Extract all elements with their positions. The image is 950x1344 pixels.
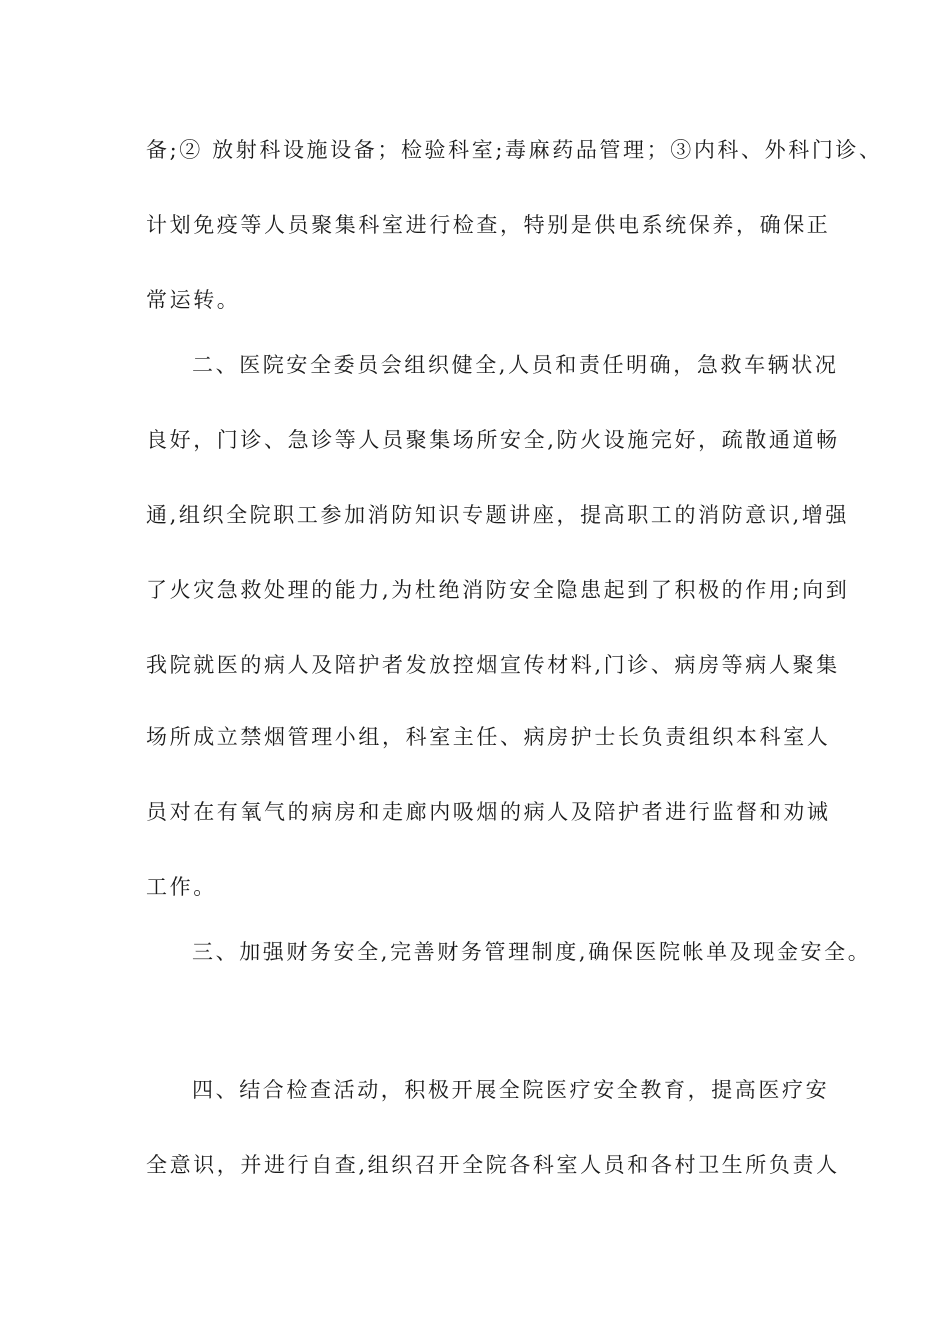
- paragraph-start-line: 三、加强财务安全,完善财务管理制度,确保医院帐单及现金安全。: [192, 940, 872, 964]
- paragraph-start-line: 四、结合检查活动，积极开展全院医疗安全教育，提高医疗安: [192, 1078, 830, 1102]
- text-line: 计划免疫等人员聚集科室进行检查，特别是供电系统保养，确保正: [146, 213, 831, 237]
- text-line: 工作。: [146, 875, 217, 899]
- text-line: 良好，门诊、急诊等人员聚集场所安全,防火设施完好，疏散通道畅: [146, 428, 840, 452]
- text-line: 员对在有氧气的病房和走廊内吸烟的病人及陪护者进行监督和劝诫: [146, 800, 831, 824]
- text-line: 全意识，并进行自查,组织召开全院各科室人员和各村卫生所负责人: [146, 1153, 840, 1177]
- text-line: 我院就医的病人及陪护者发放控烟宣传材料,门诊、病房等病人聚集: [146, 653, 840, 677]
- text-line: 场所成立禁烟管理小组，科室主任、病房护士长负责组织本科室人: [146, 725, 831, 749]
- text-line: 常运转。: [146, 288, 241, 312]
- text-line: 通,组织全院职工参加消防知识专题讲座，提高职工的消防意识,增强: [146, 503, 849, 527]
- text-line: 备;② 放射科设施设备；检验科室;毒麻药品管理；③内科、外科门诊、: [146, 138, 883, 162]
- paragraph-start-line: 二、医院安全委员会组织健全,人员和责任明确，急救车辆状况: [192, 353, 839, 377]
- text-line: 了火灾急救处理的能力,为杜绝消防安全隐患起到了积极的作用;向到: [146, 578, 850, 602]
